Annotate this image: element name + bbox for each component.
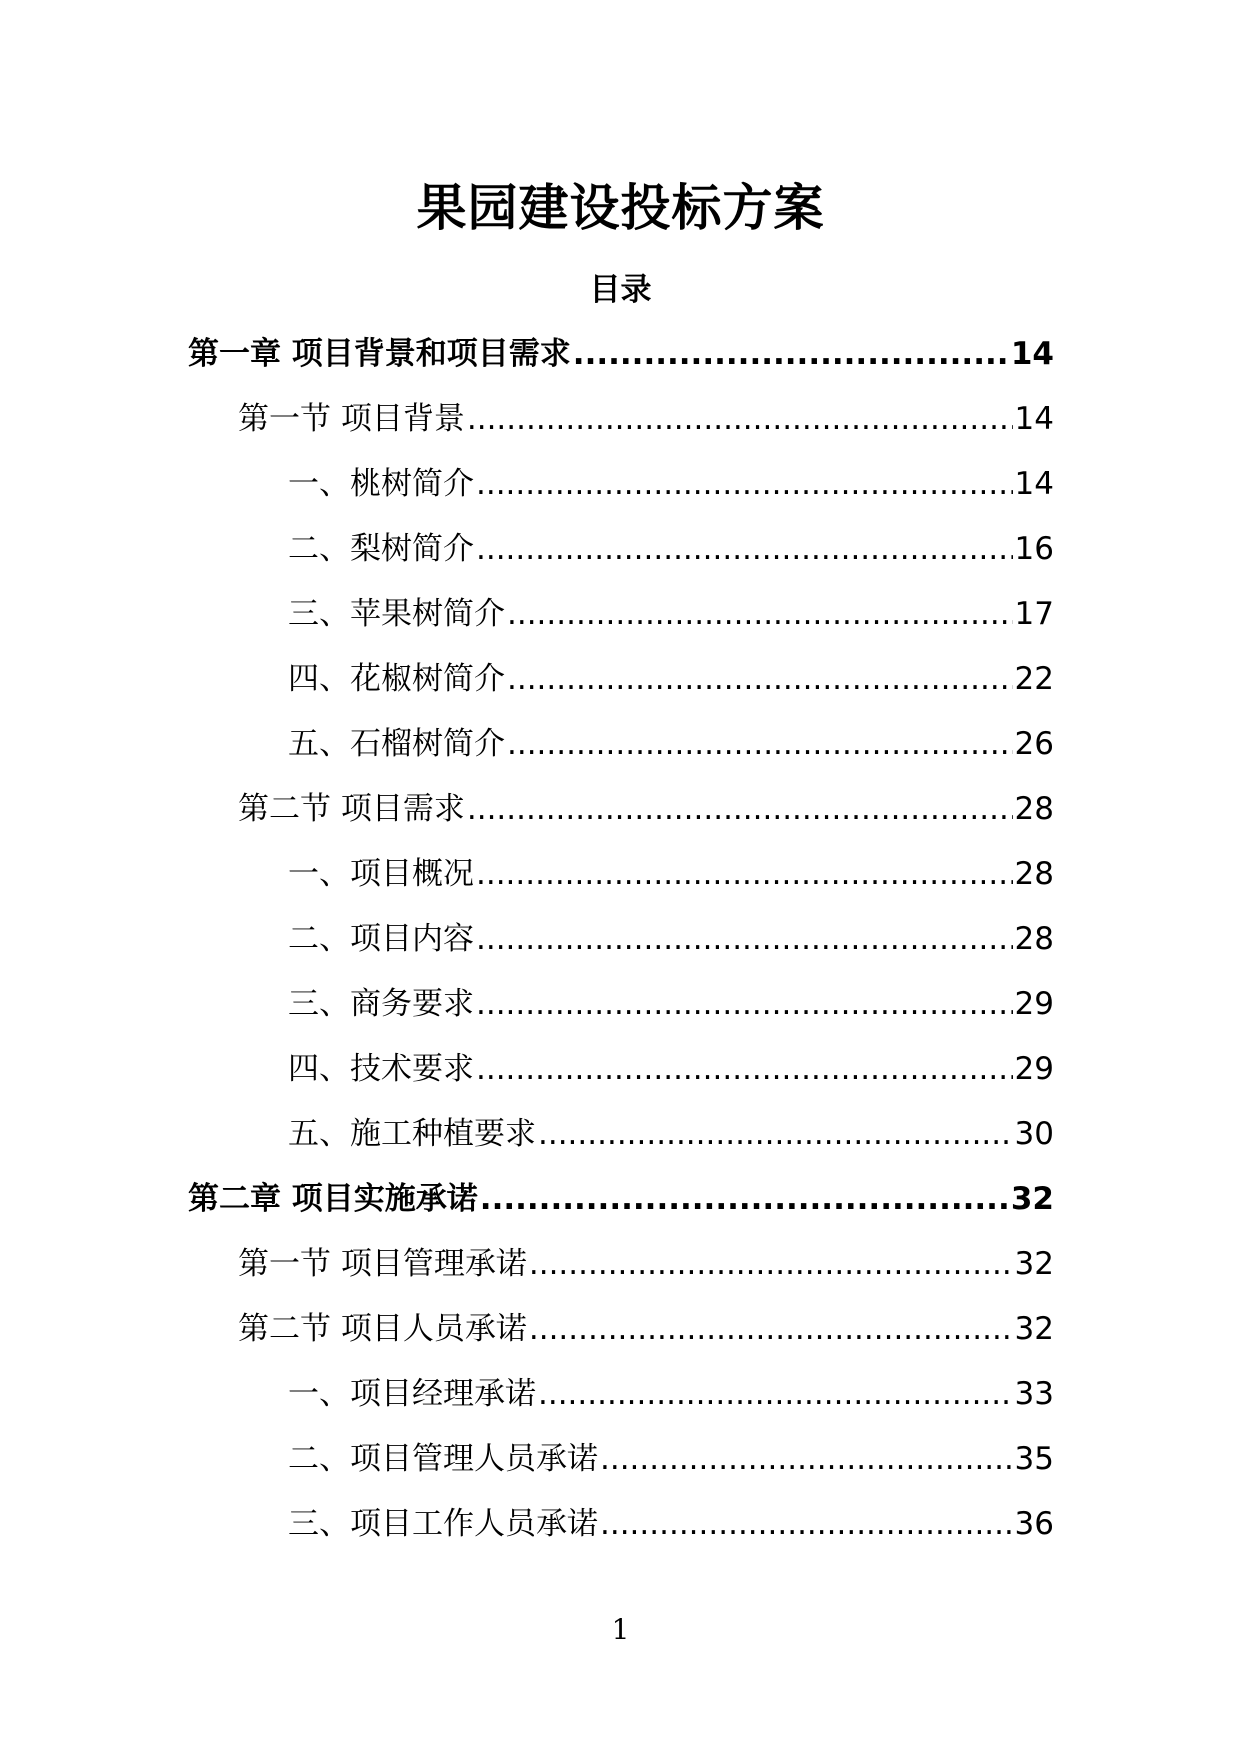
toc-leader-dots	[600, 1498, 1013, 1550]
toc-entry[interactable]	[188, 393, 1054, 458]
toc-entry-page: 28	[1014, 791, 1054, 827]
toc-leader-dots	[573, 328, 1009, 380]
toc-entry-label: 二、梨树简介	[288, 531, 474, 567]
toc-entry-label: 第一节 项目背景	[238, 401, 465, 437]
toc-leader-dots	[476, 913, 1013, 965]
toc-entry-label: 三、商务要求	[288, 986, 474, 1022]
toc-leader-dots	[480, 1173, 1009, 1225]
toc-entry[interactable]	[188, 1303, 1054, 1368]
toc-entry[interactable]	[188, 1368, 1054, 1433]
toc-entry-label: 第二节 项目需求	[238, 791, 465, 827]
page-number: 1	[611, 1613, 630, 1646]
toc-entry[interactable]	[188, 1173, 1054, 1238]
toc-entry-page: 14	[1014, 466, 1054, 502]
toc-entry-page: 28	[1014, 856, 1054, 892]
toc-entry-page: 17	[1014, 596, 1054, 632]
toc-entry-label: 三、苹果树简介	[288, 596, 505, 632]
toc-entry[interactable]	[188, 458, 1054, 523]
toc-leader-dots	[529, 1238, 1013, 1290]
toc-entry-label: 四、花椒树简介	[288, 661, 505, 697]
toc-leader-dots	[507, 653, 1013, 705]
toc-entry-page: 29	[1014, 986, 1054, 1022]
toc-entry-page: 32	[1010, 1181, 1054, 1217]
toc-entry-label: 五、施工种植要求	[288, 1116, 536, 1152]
toc-entry-page: 16	[1014, 531, 1054, 567]
toc-entry-page: 33	[1014, 1376, 1054, 1412]
document-title: 果园建设投标方案	[416, 179, 825, 237]
toc-leader-dots	[476, 523, 1013, 575]
toc-leader-dots	[476, 458, 1013, 510]
toc-entry-page: 28	[1014, 921, 1054, 957]
toc-entry-page: 36	[1014, 1506, 1054, 1542]
toc-leader-dots	[476, 1043, 1013, 1095]
toc-entry-label: 三、项目工作人员承诺	[288, 1506, 598, 1542]
toc-leader-dots	[476, 978, 1013, 1030]
toc-leader-dots	[538, 1108, 1013, 1160]
toc-entry-label: 第二节 项目人员承诺	[238, 1311, 527, 1347]
toc-entry-label: 第一章 项目背景和项目需求	[188, 336, 571, 372]
toc-leader-dots	[507, 588, 1013, 640]
toc-entry-page: 30	[1014, 1116, 1054, 1152]
toc-entry-label: 第二章 项目实施承诺	[188, 1181, 478, 1217]
toc-entry[interactable]	[188, 848, 1054, 913]
toc-leader-dots	[538, 1368, 1013, 1420]
toc-entry-page: 26	[1014, 726, 1054, 762]
toc-entry-page: 22	[1014, 661, 1054, 697]
toc-entry[interactable]	[188, 1043, 1054, 1108]
toc-entry[interactable]	[188, 588, 1054, 653]
toc-leader-dots	[467, 783, 1013, 835]
toc-entry-page: 35	[1014, 1441, 1054, 1477]
toc-entry[interactable]	[188, 1433, 1054, 1498]
table-of-contents	[188, 328, 1054, 1563]
toc-entry-page: 32	[1014, 1246, 1054, 1282]
toc-entry-label: 二、项目内容	[288, 921, 474, 957]
toc-entry-label: 五、石榴树简介	[288, 726, 505, 762]
toc-entry[interactable]	[188, 718, 1054, 783]
toc-entry[interactable]	[188, 913, 1054, 978]
toc-entry[interactable]	[188, 653, 1054, 718]
toc-entry-page: 14	[1014, 401, 1054, 437]
toc-leader-dots	[467, 393, 1013, 445]
toc-entry-page: 14	[1010, 336, 1054, 372]
toc-heading: 目录	[589, 272, 652, 308]
toc-leader-dots	[507, 718, 1013, 770]
toc-entry[interactable]	[188, 328, 1054, 393]
toc-entry[interactable]	[188, 1498, 1054, 1563]
toc-leader-dots	[529, 1303, 1013, 1355]
toc-entry-page: 29	[1014, 1051, 1054, 1087]
toc-entry[interactable]	[188, 1108, 1054, 1173]
toc-entry[interactable]	[188, 523, 1054, 588]
toc-entry[interactable]	[188, 978, 1054, 1043]
toc-entry-label: 四、技术要求	[288, 1051, 474, 1087]
toc-entry-label: 一、项目经理承诺	[288, 1376, 536, 1412]
toc-entry[interactable]	[188, 783, 1054, 848]
toc-entry-label: 一、项目概况	[288, 856, 474, 892]
toc-entry-label: 二、项目管理人员承诺	[288, 1441, 598, 1477]
toc-entry-label: 一、桃树简介	[288, 466, 474, 502]
toc-entry-label: 第一节 项目管理承诺	[238, 1246, 527, 1282]
toc-leader-dots	[476, 848, 1013, 900]
toc-entry[interactable]	[188, 1238, 1054, 1303]
toc-leader-dots	[600, 1433, 1013, 1485]
toc-entry-page: 32	[1014, 1311, 1054, 1347]
